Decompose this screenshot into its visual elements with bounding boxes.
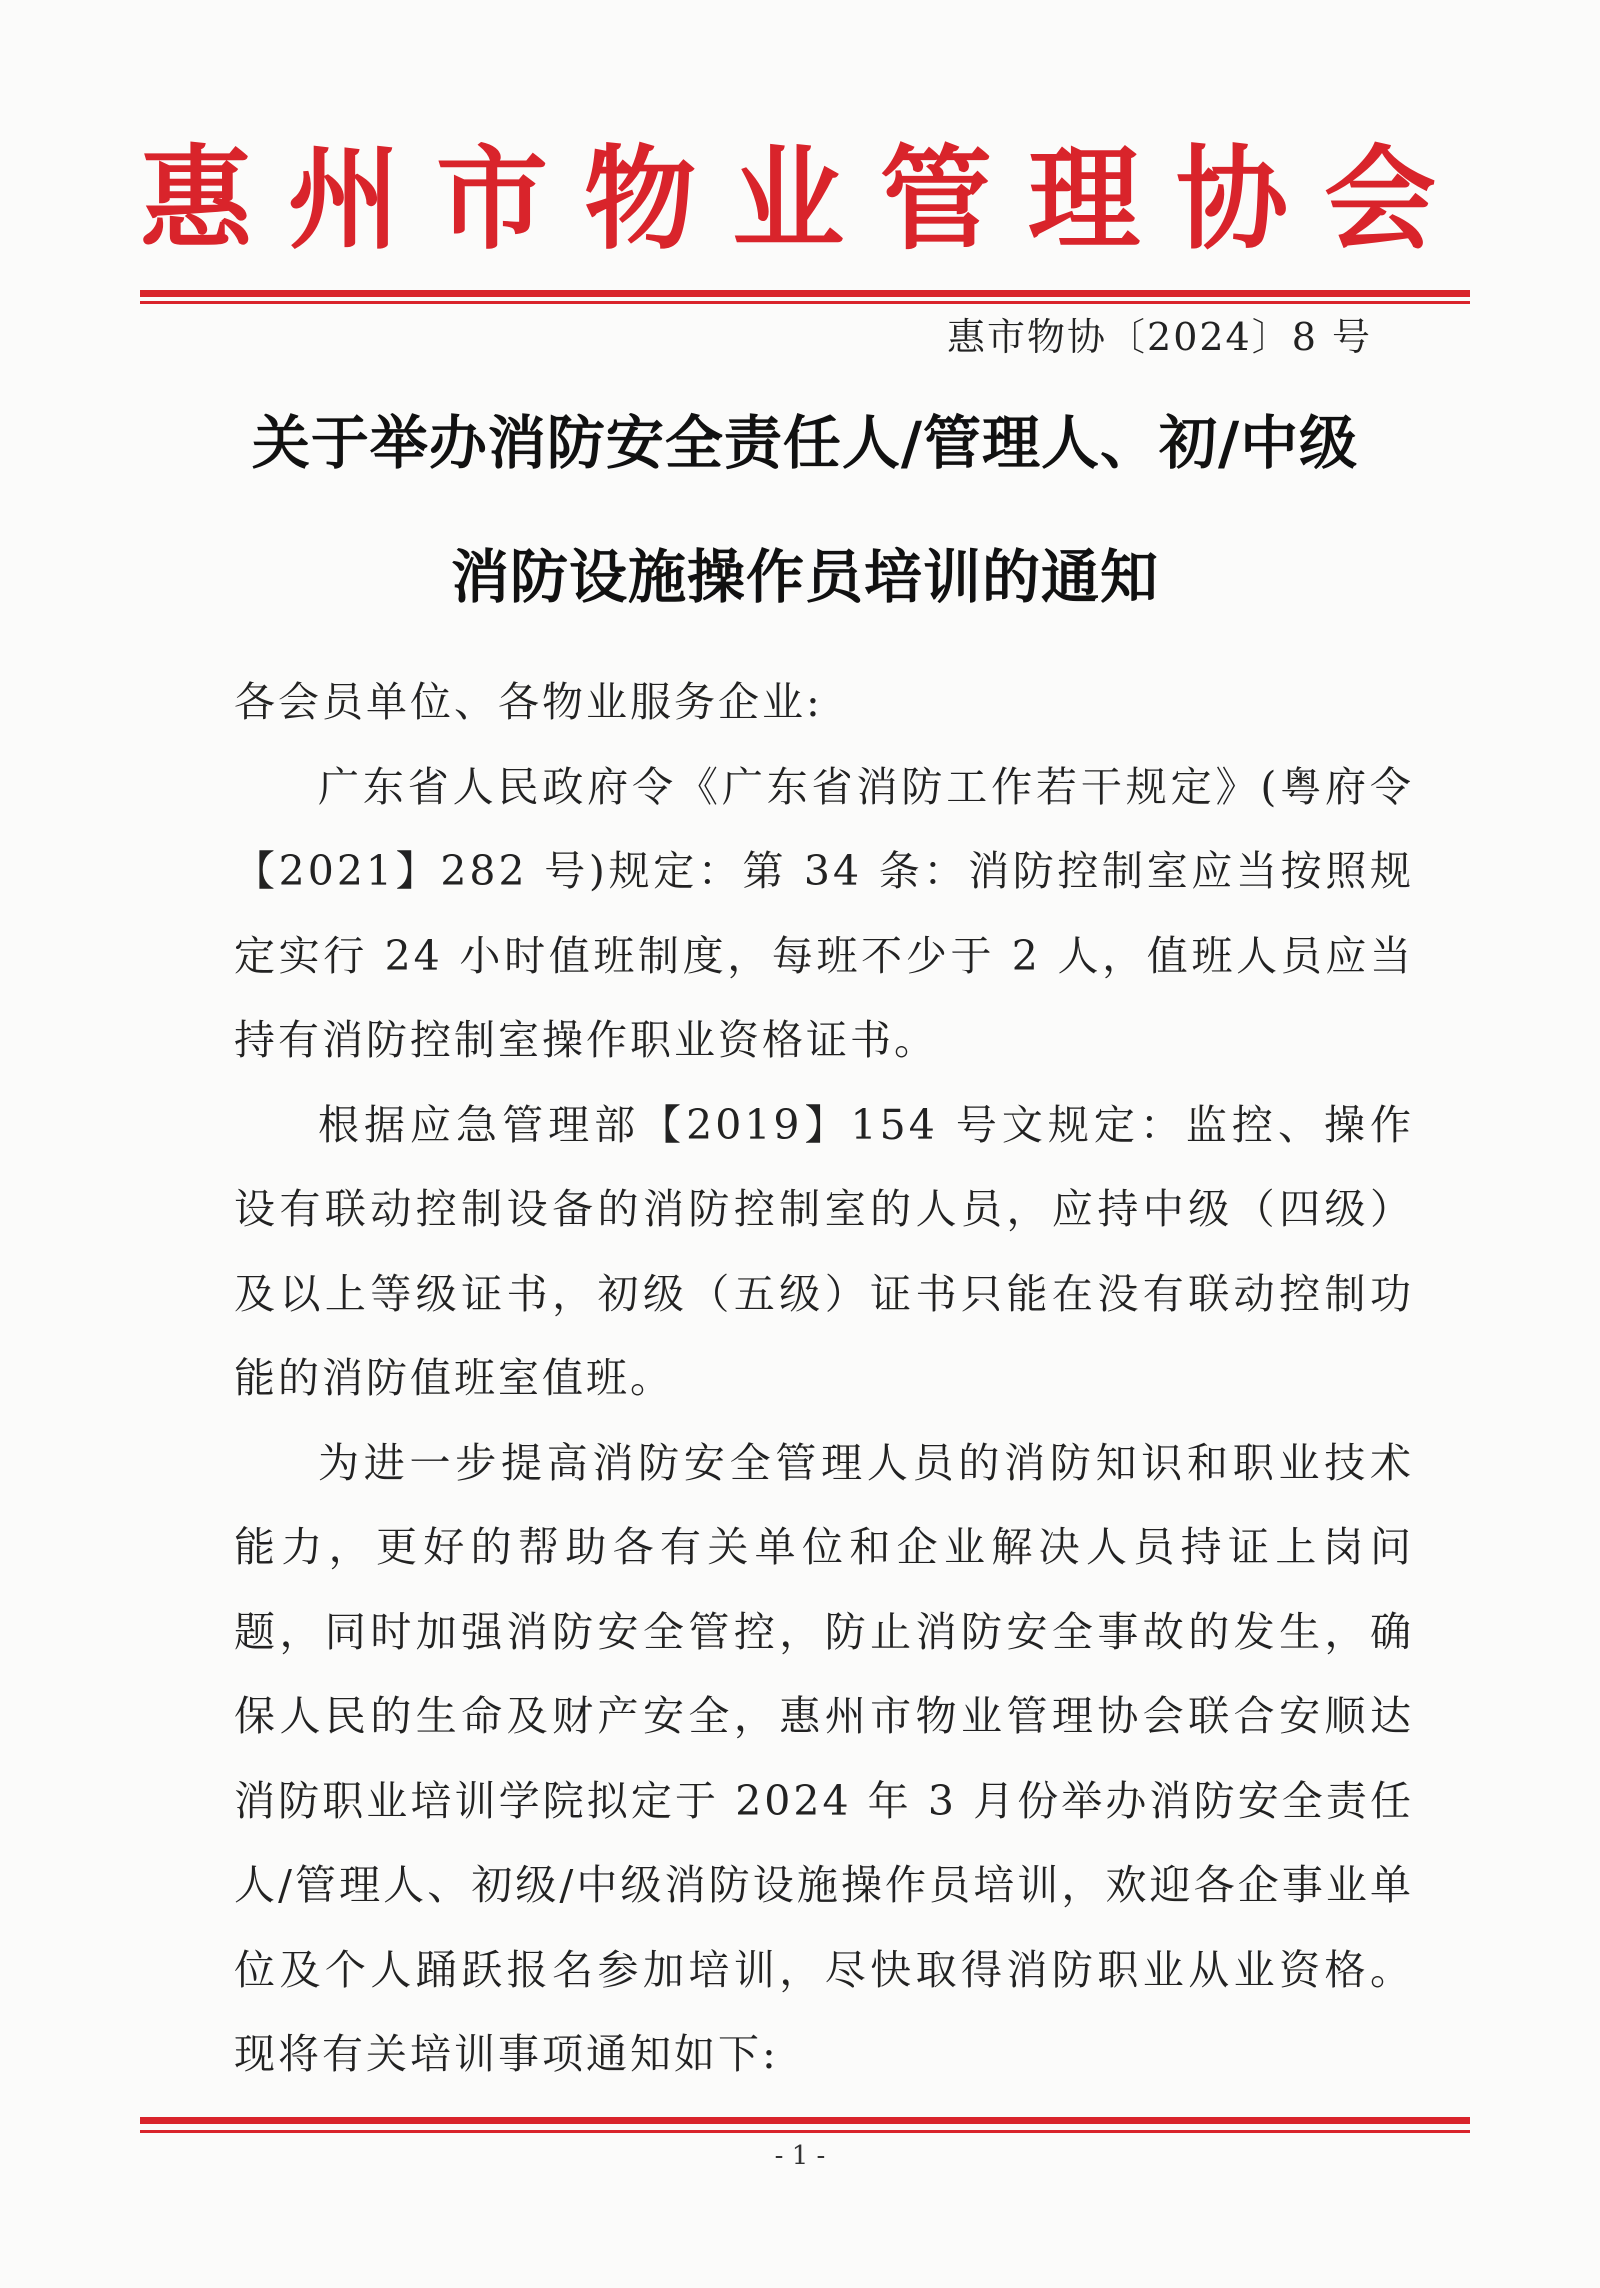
masthead-rule-thick xyxy=(140,290,1470,297)
organization-masthead: 惠州市物业管理协会 xyxy=(140,134,1472,265)
masthead-rule-thin xyxy=(140,301,1470,304)
body-paragraph: 广东省人民政府令《广东省消防工作若干规定》(粤府令【2021】282 号)规定：第 34 条：消防控制室应当按照规定实行 24 小时值班制度，每班不少于 2 人，值班人员应当持有消防控制室操作职业资格证书。 xyxy=(234,762,1414,1064)
document-title-line-2: 消防设施操作员培训的通知 xyxy=(450,543,1159,611)
document-body xyxy=(234,660,1414,2097)
footer-rule-thin xyxy=(140,2130,1470,2133)
footer-rule-thick xyxy=(140,2117,1470,2124)
page-number: - 1 - xyxy=(774,2141,826,2171)
document-number: 惠市物协〔2024〕8 号 xyxy=(947,315,1372,359)
body-paragraph: 为进一步提高消防安全管理人员的消防知识和职业技术能力，更好的帮助各有关单位和企业解决人员持证上岗问题，同时加强消防安全管控，防止消防安全事故的发生，确保人民的生命及财产安全，惠州市物业管理协会联合安顺达消防职业培训学院拟定于 2024 年 3 月份举办消防安全责任人/管理人、初级/中级消防设施操作员培训，欢迎各企事业单位及个人踊跃报名参加培训，尽快取得消防职业从业资格。现将有关培训事项通知如下: xyxy=(234,1438,1414,2078)
document-title-line-1: 关于举办消防安全责任人/管理人、初/中级 xyxy=(251,409,1359,477)
body-paragraph: 根据应急管理部【2019】154 号文规定：监控、操作设有联动控制设备的消防控制室的人员，应持中级（四级）及以上等级证书，初级（五级）证书只能在没有联动控制功能的消防值班室值班。 xyxy=(234,1100,1414,1402)
salutation: 各会员单位、各物业服务企业: xyxy=(234,678,823,726)
